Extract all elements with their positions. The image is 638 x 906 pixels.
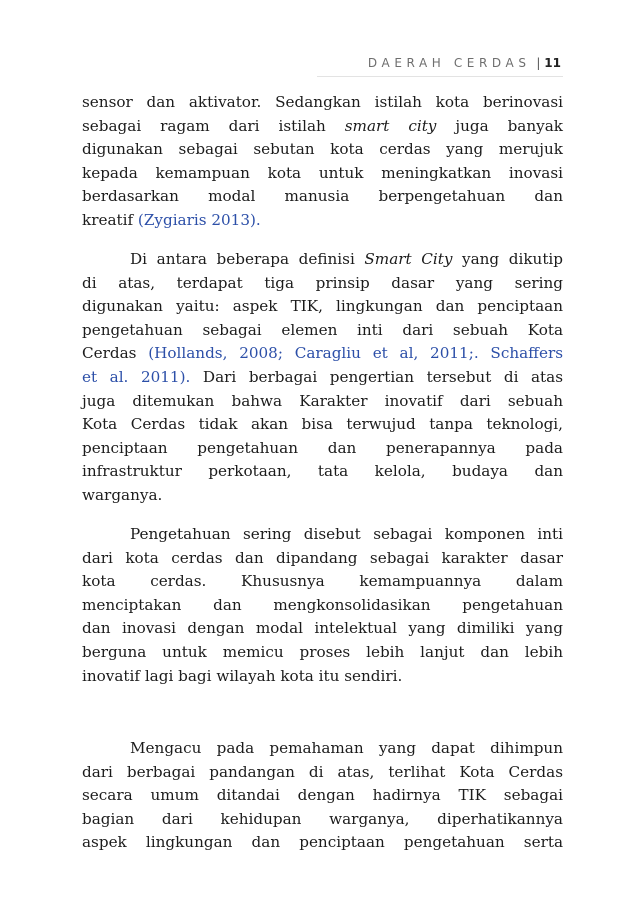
text-line: kepada kemampuan kota untuk meningkatkan inovasi — [82, 163, 563, 182]
text-line: dari berbagai pandangan di atas, terlihat Kota Cerdas — [82, 762, 563, 781]
body-text — [82, 91, 563, 855]
text-line: di atas, terdapat tiga prinsip dasar yang sering — [82, 273, 563, 292]
text-line: et al. 2011). Dari berbagai pengertian tersebut di atas — [82, 368, 564, 387]
text-line: berguna untuk memicu proses lebih lanjut dan lebih — [82, 643, 563, 662]
text-line: digunakan yaitu: aspek TIK, lingkungan dan penciptaan — [82, 297, 563, 316]
text-line: bagian dari kehidupan warganya, diperhatikannya — [82, 809, 563, 828]
paragraph-2 — [82, 248, 563, 507]
text-line: kota cerdas. Khususnya kemampuannya dalam — [82, 572, 563, 591]
citation-link[interactable]: et al. 2011). — [82, 368, 191, 387]
text-line: inovatif lagi bagi wilayah kota itu sendiri. — [82, 666, 403, 685]
text-line: warganya. — [82, 485, 163, 504]
text-line: kreatif (Zygiaris 2013). — [82, 210, 261, 229]
text-line: juga ditemukan bahwa Karakter inovatif dari sebuah — [82, 391, 563, 410]
text-line: menciptakan dan mengkonsolidasikan pengetahuan — [82, 595, 563, 614]
text-line: berdasarkan modal manusia berpengetahuan dan — [82, 187, 563, 206]
text-line: dan inovasi dengan modal intelektual yang dimiliki yang — [82, 619, 563, 638]
paragraph-4 — [82, 737, 563, 855]
paragraph-1 — [82, 91, 563, 232]
text-line: secara umum ditandai dengan hadirnya TIK sebagai — [82, 786, 563, 805]
page-number: 11 — [544, 56, 561, 70]
text-line: Kota Cerdas tidak akan bisa terwujud tanpa teknologi, — [82, 415, 563, 434]
text-line: sensor dan aktivator. Sedangkan istilah kota berinovasi — [82, 93, 563, 111]
text-line: sebagai ragam dari istilah smart city juga banyak — [82, 116, 563, 135]
text-line: infrastruktur perkotaan, tata kelola, budaya dan — [82, 462, 563, 481]
paragraph-3 — [82, 523, 563, 688]
running-header — [368, 56, 561, 70]
text-line: penciptaan pengetahuan dan penerapannya pada — [82, 438, 563, 457]
text-line: Di antara beberapa definisi Smart City yang dikutip — [130, 250, 563, 269]
text-line: Cerdas (Hollands, 2008; Caragliu et al, 2011;. Schaffers — [82, 344, 563, 363]
header-rule — [317, 76, 563, 77]
text-line: digunakan sebagai sebutan kota cerdas yang merujuk — [82, 140, 563, 159]
header-separator: | — [536, 56, 541, 70]
text-line: pengetahuan sebagai elemen inti dari sebuah Kota — [82, 320, 563, 339]
text-line: aspek lingkungan dan penciptaan pengetahuan serta — [82, 833, 563, 852]
running-title: DAERAH CERDAS — [367, 56, 531, 70]
emphasis: smart city — [344, 116, 437, 135]
citation-link[interactable]: (Zygiaris 2013). — [137, 210, 261, 229]
text-line: Pengetahuan sering disebut sebagai komponen inti — [130, 525, 563, 544]
emphasis: Smart City — [364, 250, 453, 269]
citation-link[interactable]: (Hollands, 2008; Caragliu et al, 2011;. Schaffers — [148, 344, 563, 363]
text-line: dari kota cerdas dan dipandang sebagai karakter dasar — [82, 548, 563, 567]
text-line: Mengacu pada pemahaman yang dapat dihimpun — [130, 739, 563, 758]
